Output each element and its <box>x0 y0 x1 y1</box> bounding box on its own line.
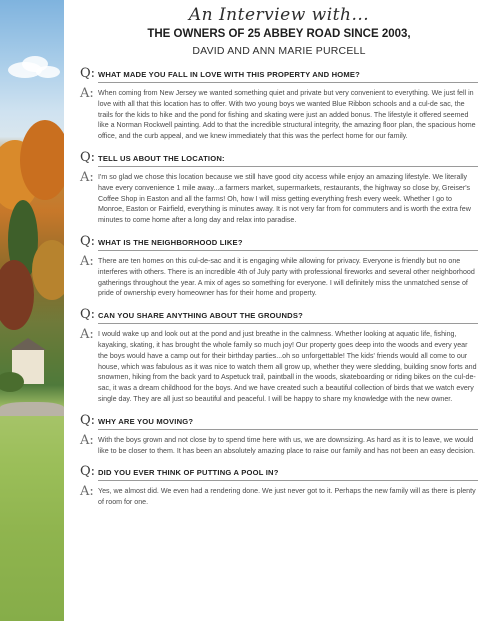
answer-row <box>80 432 478 457</box>
question-divider <box>98 82 478 83</box>
answer-marker: A: <box>80 86 94 101</box>
question-text: TELL US ABOUT THE LOCATION: <box>98 153 225 163</box>
question-marker: Q: <box>80 149 96 165</box>
answer-text: There are ten homes on this cul-de-sac and it is engaging while allowing for privacy. Everyone is friendly but no one interferes with others. There is an incredible 4th of July party with professional fireworks and several other neighborhood gatherings throughout the year. A mix of ages so something for everyone. I will definitely miss the unmatched sense of pride of ownership every homeowner has for their home and property. <box>98 256 475 298</box>
answer-marker: A: <box>80 327 94 343</box>
question-text: WHAT MADE YOU FALL IN LOVE WITH THIS PROPERTY AND HOME? <box>98 70 361 79</box>
owner-names: DAVID AND ANN MARIE PURCELL <box>192 45 366 57</box>
question-marker: Q: <box>80 66 96 81</box>
question-divider <box>98 166 478 167</box>
answer-row <box>80 253 478 299</box>
cloud-shape <box>36 66 60 78</box>
question-row <box>80 150 478 167</box>
interview-subtitle: THE OWNERS OF 25 ABBEY ROAD SINCE 2003, <box>147 28 411 40</box>
question-row <box>80 66 478 83</box>
interview-document <box>80 0 478 621</box>
question-divider <box>98 250 478 251</box>
question-divider <box>98 480 478 481</box>
answer-text: Yes, we almost did. We even had a rendering done. We just never got to it. Perhaps the new family will as there is plenty of room for one. <box>98 487 476 507</box>
question-divider <box>98 429 478 430</box>
interview-title: An Interview with... <box>188 5 370 25</box>
question-row <box>80 234 478 251</box>
question-marker: Q: <box>80 464 96 480</box>
answer-text: With the boys grown and not close by to spend time here with us, we are downsizing. As hard as it is to leave, we would like to be closer to them. It has been an absolutely amazing place to raise our family and has not been an easy decision. <box>98 435 475 455</box>
question-text: WHAT IS THE NEIGHBORHOOD LIKE? <box>98 237 243 247</box>
house-roof-shape <box>10 338 46 350</box>
question-divider <box>98 323 478 324</box>
answer-row <box>80 169 478 226</box>
answer-marker: A: <box>80 253 94 269</box>
answer-row <box>80 486 478 508</box>
answer-row <box>80 329 478 405</box>
answer-marker: A: <box>80 432 94 448</box>
question-row <box>80 413 478 430</box>
autumn-tree-shape <box>32 240 64 300</box>
question-marker: Q: <box>80 233 96 249</box>
answer-marker: A: <box>80 169 94 185</box>
qa-list <box>80 66 478 516</box>
question-text: WHY ARE YOU MOVING? <box>98 416 194 426</box>
answer-text: I would wake up and look out at the pond and just breathe in the calmness. Whether looking at aquatic life, fishing, kayaking, skating, it has brought the whole family so much joy! Our property goes deep into the woods and every year the boys would have a camp out for their birthday parties...oh so unforgettable! The kids' friends would all come to our house, which was fabulous as it was nice to watch them all grow up, whether they were sledding, building snow forts and snowmen, hiking from the back yard to Aspetuck trail, paintball in the woods, skateboarding or riding bikes on the cul-de-sac, it was a dream childhood for the boys. And we have created such a beautiful collection of birds that we watch every single day. They are all just so beautiful and peaceful. I will be happy to share my knowledge with the new owner. <box>98 330 477 403</box>
property-photo-strip <box>0 0 64 621</box>
question-marker: Q: <box>80 412 96 428</box>
question-marker: Q: <box>80 307 96 323</box>
question-text: CAN YOU SHARE ANYTHING ABOUT THE GROUNDS? <box>98 311 303 321</box>
question-row <box>80 464 478 481</box>
answer-text: When coming from New Jersey we wanted something quiet and private but very convenient to everything. We just fell in love with all that this location has to offer. With two young boys we wanted Blue Ribbon schools and a cul-de sac, the trails for the kids to hike and the pond for fishing and skating were just an added bonus. The lifestyle it offered seemed like a Norman Rockwell painting. Add to that the incredible structural integrity, the amazing floor plan, the spacious home office, and the curb appeal, and we knew immediately that this was the perfect home for our family. <box>98 89 476 141</box>
autumn-tree-shape <box>20 120 64 200</box>
answer-text: I'm so glad we chose this location because we still have good city access while enjoy an amazing lifestyle. We literally have every convenience 1 mile away...a farmers market, supermarkets, restaurants, the highway so close by, Greiser's Coffee Shop in Easton and all the farms! Oh, how I will miss getting everything fresh every week. Whether I go to Monroe, Easton or Fairfield, everything is minutes away. It is not very far from for commuters and is worth the extra few minutes to come home after a long day and relax into paradise. <box>98 172 471 225</box>
shrub-shape <box>0 372 24 392</box>
answer-marker: A: <box>80 484 94 500</box>
driveway-shape <box>0 402 64 416</box>
question-text: DID YOU EVER THINK OF PUTTING A POOL IN? <box>98 468 279 478</box>
question-row <box>80 307 478 324</box>
answer-row <box>80 88 478 142</box>
